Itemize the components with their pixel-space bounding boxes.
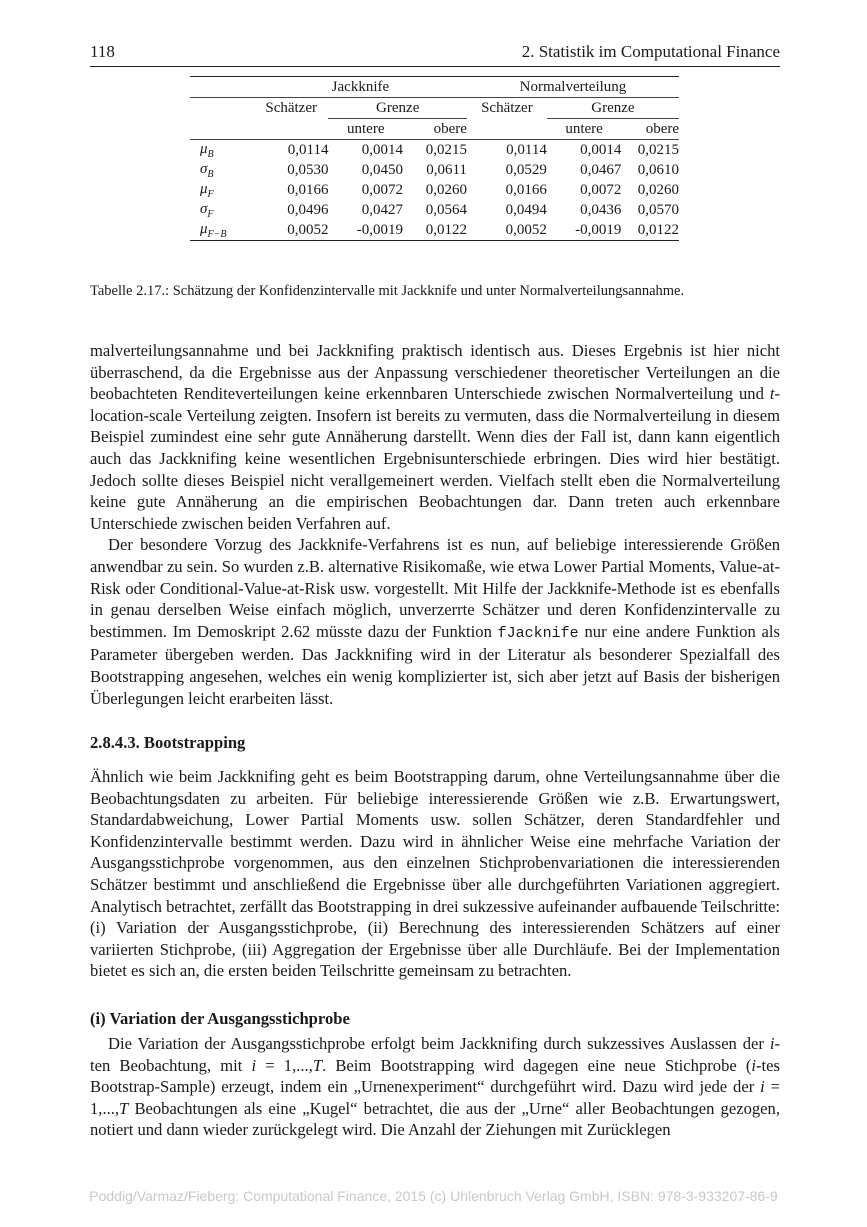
col-header-schaetzer-nv: Schätzer (481, 99, 533, 116)
table-cell: 0,0114 (287, 141, 329, 158)
table-subheader-row-2 (190, 119, 679, 140)
copyright-footer: Poddig/Varmaz/Fieberg: Computational Finance, 2015 (c) Uhlenbruch Verlag GmbH, ISBN: 978-3-933207-86-9 (89, 1188, 778, 1204)
subsection-heading: (i) Variation der Ausgangsstichprobe (90, 1009, 350, 1028)
paragraph-2-text-b: nur eine andere Funktion als Parameter übergeben werden. Das Jackknifing wird in der Literatur als besonderer Spezialfall des Bootstrapping angesehen, welches ein wenig komplizierter ist, sich aber jetzt auf Basis der bisherigen Überlegungen leicht erarbeiten lässt. (90, 621, 780, 708)
col-header-grenze-nv: Grenze (547, 98, 679, 119)
col-header-obere-jk: obere (403, 119, 467, 140)
table-cell: 0,0611 (426, 161, 467, 178)
col-header-grenze-jk: Grenze (328, 98, 466, 119)
group-header-normalverteilung: Normalverteilung (467, 77, 679, 98)
body-text-middle (90, 766, 780, 982)
table-cell: 0,0014 (580, 141, 622, 158)
table-cell: 0,0215 (637, 141, 679, 158)
table-cell: 0,0260 (425, 181, 467, 198)
table-row (190, 200, 679, 220)
table-cell: 0,0570 (637, 201, 679, 218)
table-cell: -0,0019 (356, 221, 404, 238)
table-cell: 0,0530 (287, 161, 329, 178)
table-cell: 0,0427 (361, 201, 404, 218)
table-cell: 0,0529 (505, 161, 547, 178)
table-cell: 0,0467 (580, 161, 622, 178)
table-cell: 0,0052 (287, 221, 329, 238)
paragraph-2 (90, 534, 780, 709)
table-cell: 0,0072 (361, 181, 404, 198)
code-fjacknife: fJacknife (497, 624, 579, 642)
table-cell: 0,0114 (506, 141, 547, 158)
table-group-header-row (190, 77, 679, 98)
table-caption: Tabelle 2.17.: Schätzung der Konfidenzintervalle mit Jackknife und unter Normalverteilungsannahme. (90, 283, 685, 299)
running-title: 2. Statistik im Computational Finance (521, 42, 780, 61)
table-row (190, 160, 679, 180)
col-header-untere-nv: untere (547, 119, 622, 140)
table-cell: 0,0166 (505, 181, 547, 198)
table-cell: -0,0019 (575, 221, 622, 238)
page-number: 118 (90, 42, 115, 61)
row-symbol: $\mu_B$ (200, 140, 214, 160)
table-row (190, 180, 679, 200)
section-heading: 2.8.4.3. Bootstrapping (90, 733, 246, 752)
table-cell: 0,0072 (580, 181, 622, 198)
row-symbol: $\mu_{F-B}$ (200, 220, 227, 240)
group-header-jackknife: Jackknife (254, 77, 467, 98)
col-header-obere-nv: obere (621, 119, 679, 140)
paragraph-1: malverteilungsannahme und bei Jackknifing praktisch identisch aus. Dieses Ergebnis ist hier nicht überraschend, da die Ergebnisse aus der Anpassung verschiedener theoretischer Verteilungen an die beobachteten Renditeverteilungen keine erkennbaren Unterschiede zwischen Normalverteilung und t-location-scale Verteilung zeigten. Insofern ist bereits zu vermuten, dass die Normalverteilung in diesem Beispiel zumindest eine sehr gute Annäherung darstellt. Wenn dies der Fall ist, dann kann eigentlich auch das Jackknifing keine wesentlichen Ergebnisunterschiede erbringen. Dies wird hier bestätigt. Jedoch sollte dieses Beispiel nicht verallgemeinert werden. Vielfach stellt eben die Normalverteilung keine gute Annäherung an die empirischen Beobachtungen dar. Dann treten auch erkennbare Unterschiede zwischen beiden Verfahren auf. (90, 341, 780, 533)
table-cell: 0,0122 (425, 221, 467, 238)
table-row (190, 220, 679, 241)
row-symbol: $\sigma_B$ (200, 160, 214, 180)
paragraph-2-text-a: Der besondere Vorzug des Jackknife-Verfahrens ist es nun, auf beliebige interessierende Größen anwendbar zu sein. So wurden z.B. alternative Risikomaße, wie etwa Lower Partial Moments, Value-at-Risk oder Conditional-Value-at-Risk usw. vorgestellt. Mit Hilfe der Jackknife-Methode ist es ebenfalls in genau derselben Weise einfach möglich, unverzerrte Schätzer und deren Konfidenzintervalle zu bestimmen. Im Demoskript 2.62 müsste dazu der Funktion (90, 535, 780, 641)
table-cell: 0,0014 (361, 141, 404, 158)
col-header-untere-jk: untere (328, 119, 403, 140)
table-body (190, 140, 679, 241)
row-symbol: $\sigma_F$ (200, 200, 214, 220)
table-cell: 0,0215 (425, 141, 467, 158)
paragraph-4: Die Variation der Ausgangsstichprobe erfolgt beim Jackknifing durch sukzessives Auslassen der i-ten Beobachtung, mit i = 1,...,T. Beim Bootstrapping wird dagegen eine neue Stichprobe (i-tes Bootstrap-Sample) erzeugt, indem ein „Urnenexperiment“ durchgeführt wird. Dazu wird jede der i = 1,...,T Beobachtungen als eine „Kugel“ betrachtet, die aus der „Urne“ aller Beobachtungen gezogen, notiert und dann wieder zurückgelegt wird. Die Anzahl der Ziehungen mit Zurücklegen (90, 1034, 781, 1140)
running-header (90, 42, 780, 67)
table-cell: 0,0494 (505, 201, 547, 218)
table-subheader-row (190, 98, 679, 119)
table-cell: 0,0496 (287, 201, 329, 218)
paragraph-3: Ähnlich wie beim Jackknifing geht es beim Bootstrapping darum, ohne Verteilungsannahme über die Beobachtungsdaten zu arbeiten. Für beliebige interessierende Größen wie z.B. Erwartungswert, Standardabweichung, Lower Partial Moments usw. sollen Schätzer, deren Standardfehler und Konfidenzintervalle bestimmt werden. Dazu wird in ähnlicher Weise eine mehrfache Variation der Ausgangsstichprobe vorgenommen, aus den einzelnen Stichprobenvariationen die interessierenden Schätzer bestimmt und anschließend die Ergebnisse über alle durchgeführten Variationen aggregiert. Analytisch betrachtet, zerfällt das Bootstrapping in drei sukzessive aufeinander aufbauende Teilschritte: (i) Variation der Ausgangsstichprobe, (ii) Berechnung des interessierenden Schätzers auf einer variierten Stichprobe, (iii) Aggregation der Ergebnisse über alle Durchläufe. Bei der Implementation bietet es sich an, die ersten beiden Teilschritte gemeinsam zu betrachten. (90, 767, 780, 981)
body-text-top (90, 340, 780, 709)
row-symbol: $\mu_F$ (200, 180, 214, 200)
table-cell: 0,0166 (287, 181, 329, 198)
table-cell: 0,0260 (637, 181, 679, 198)
confidence-interval-table (190, 76, 679, 241)
table-cell: 0,0450 (361, 161, 404, 178)
table-cell: 0,0122 (637, 221, 679, 238)
table-cell: 0,0052 (505, 221, 547, 238)
col-header-schaetzer-jk: Schätzer (265, 99, 317, 116)
table-cell: 0,0564 (425, 201, 467, 218)
table-cell: 0,0610 (637, 161, 679, 178)
body-text-bottom (90, 1033, 780, 1141)
table-cell: 0,0436 (580, 201, 622, 218)
table-row (190, 140, 679, 161)
